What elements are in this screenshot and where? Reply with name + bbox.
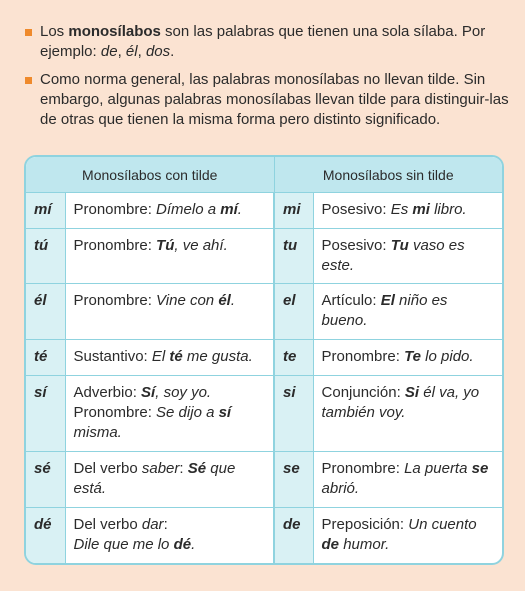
bullet-item (22, 70, 512, 130)
table-row (26, 452, 502, 508)
definition-without-accent: Artículo: El niño es bueno. (313, 284, 502, 340)
word-with-accent: sí (26, 375, 65, 451)
word-without-accent: si (274, 375, 313, 451)
word-with-accent: té (26, 340, 65, 376)
table-header-row (26, 157, 502, 193)
definition-without-accent: Posesivo: Es mi libro. (313, 193, 502, 229)
square-bullet-icon (25, 29, 32, 36)
word-with-accent: él (26, 284, 65, 340)
header-with-accent: Monosílabos con tilde (26, 157, 274, 193)
bullet-text: Los monosílabos son las palabras que tienen una sola sílaba. Por ejemplo: de, él, dos. (40, 23, 486, 60)
definition-with-accent: Pronombre: Dímelo a mí. (65, 193, 274, 229)
definition-with-accent: Del verbo saber: Sé que está. (65, 452, 274, 508)
word-without-accent: de (274, 508, 313, 563)
definition-with-accent: Adverbio: Sí, soy yo. Pronombre: Se dijo a sí misma. (65, 375, 274, 451)
definition-with-accent: Pronombre: Vine con él. (65, 284, 274, 340)
table-row (26, 284, 502, 340)
definition-with-accent: Sustantivo: El té me gusta. (65, 340, 274, 376)
table-row (26, 375, 502, 451)
definition-without-accent: Preposición: Un cuento de humor. (321, 516, 477, 554)
square-bullet-icon (25, 77, 32, 84)
bullet-item (22, 22, 512, 62)
definition-without-accent: Pronombre: Te lo pido. (313, 340, 502, 376)
word-with-accent: mí (26, 193, 65, 229)
table-row (26, 193, 502, 229)
bullet-list (22, 22, 512, 138)
header-without-accent: Monosílabos sin tilde (274, 157, 502, 193)
word-without-accent: tu (274, 228, 313, 284)
word-without-accent: te (274, 340, 313, 376)
word-without-accent: se (274, 452, 313, 508)
table-row (26, 508, 502, 563)
monosyllables-table (24, 155, 504, 565)
definition-with-accent: Pronombre: Tú, ve ahí. (65, 228, 274, 284)
definition-without-accent: Posesivo: Tu vaso es este. (313, 228, 502, 284)
word-with-accent: sé (26, 452, 65, 508)
definition-with-accent: Del verbo dar: Dile que me lo dé. (65, 508, 274, 563)
word-with-accent: dé (26, 508, 65, 563)
bullet-text: Como norma general, las palabras monosílabas no llevan tilde. Sin embargo, algunas palabras monosílabas llevan tilde para distinguir-las de otras que tienen la misma forma pero distinto significado. (40, 71, 509, 128)
table-row (26, 228, 502, 284)
definition-without-accent: Conjunción: Si él va, yo también voy. (313, 375, 502, 451)
word-without-accent: mi (274, 193, 313, 229)
table-row (26, 340, 502, 376)
word-with-accent: tú (26, 228, 65, 284)
word-without-accent: el (274, 284, 313, 340)
definition-without-accent: Pronombre: La puerta se abrió. (313, 452, 502, 508)
